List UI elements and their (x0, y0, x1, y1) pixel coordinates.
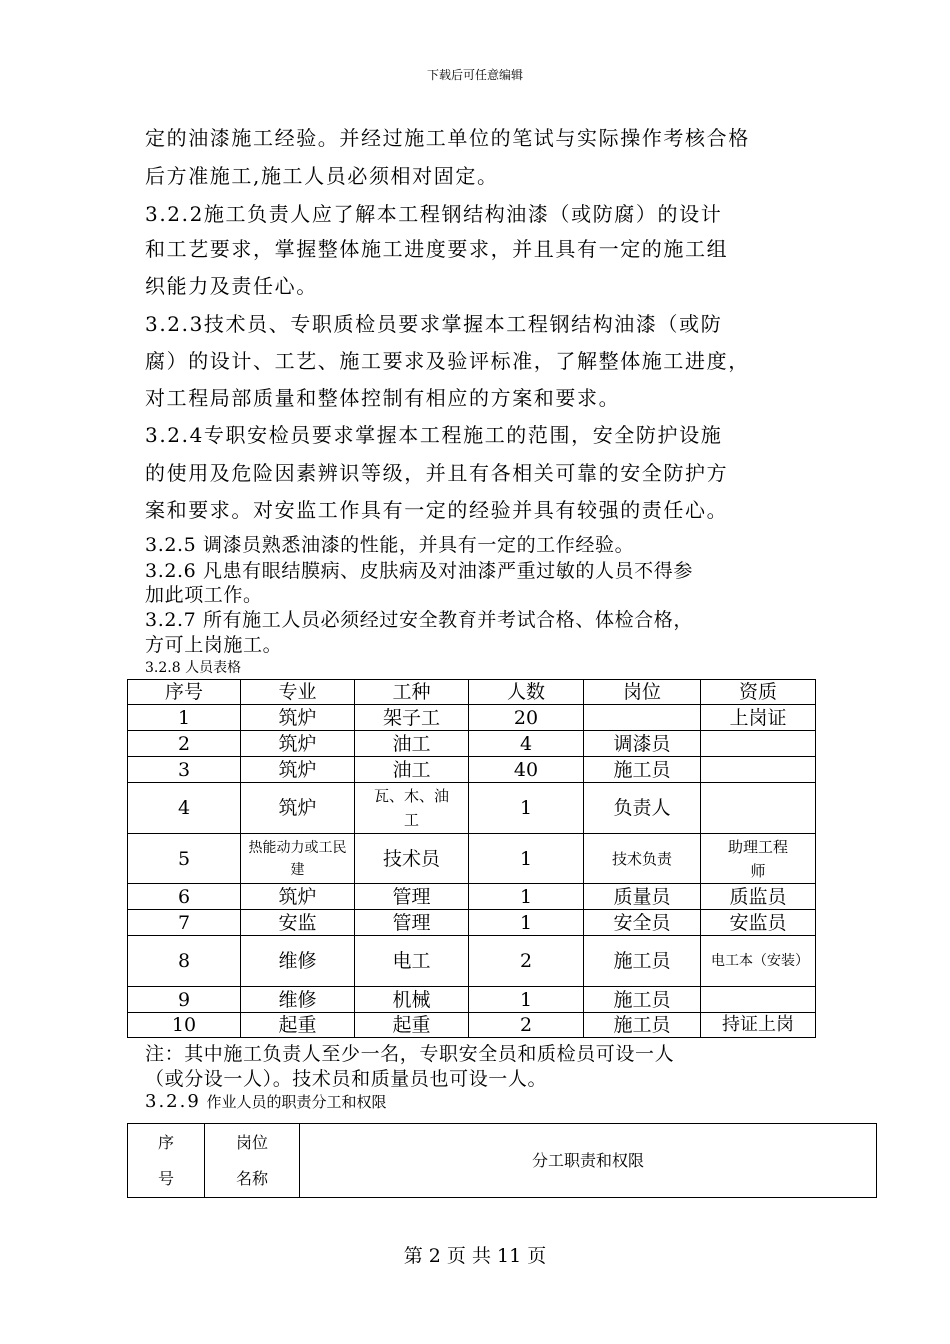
section-heading (145, 1091, 387, 1112)
staff-table (127, 679, 816, 1038)
table-row (128, 1013, 816, 1038)
table-row (128, 910, 816, 936)
section-number: 3.2.9 (145, 1091, 201, 1112)
paragraph-line: 的使用及危险因素辨识等级，并且有各相关可靠的安全防护方 (145, 461, 729, 485)
table-cell: 施工员 (584, 987, 701, 1013)
table-cell: 筑炉 (241, 884, 355, 910)
table-cell: 2 (469, 936, 584, 987)
table-cell: 调漆员 (584, 731, 701, 757)
table-cell: 电工本（安装） (701, 936, 816, 987)
paragraph-line: 织能力及责任心。 (145, 274, 318, 298)
table-cell: 1 (469, 884, 584, 910)
paragraph-line: 3.2.4专职安检员要求掌握本工程施工的范围，安全防护设施 (145, 423, 723, 447)
table-cell: 上岗证 (701, 705, 816, 731)
paragraph-line: 定的油漆施工经验。并经过施工单位的笔试与实际操作考核合格 (145, 126, 750, 150)
table-cell: 筑炉 (241, 783, 355, 834)
page-footer: 第 2 页 共 11 页 (403, 1245, 547, 1267)
table-cell: 油工 (355, 731, 469, 757)
table-cell: 9 (128, 987, 241, 1013)
table-cell: 安监 (241, 910, 355, 936)
paragraph-line: 腐）的设计、工艺、施工要求及验评标准，了解整体施工进度， (145, 349, 750, 373)
table-cell: 1 (469, 910, 584, 936)
table-cell: 热能动力或工民建 (241, 834, 355, 884)
table-cell: 40 (469, 757, 584, 783)
table-cell: 8 (128, 936, 241, 987)
table-cell: 技术员 (355, 834, 469, 884)
table-cell: 20 (469, 705, 584, 731)
section-title: 作业人员的职责分工和权限 (206, 1093, 387, 1111)
column-header: 工种 (355, 680, 469, 705)
table-cell: 2 (128, 731, 241, 757)
table-cell: 持证上岗 (701, 1013, 816, 1038)
paragraph-line: 3.2.5 调漆员熟悉油漆的性能，并具有一定的工作经验。 (145, 534, 635, 556)
table-cell: 1 (469, 834, 584, 884)
table-cell: 技术负责 (584, 834, 701, 884)
table-header-row (128, 1124, 877, 1198)
paragraph-line: 对工程局部质量和整体控制有相应的方案和要求。 (145, 386, 621, 410)
note-line: （或分设一人）。技术员和质量员也可设一人。 (145, 1068, 548, 1090)
paragraph-line: 后方准施工,施工人员必须相对固定。 (145, 164, 499, 188)
table-cell (701, 783, 816, 834)
table-cell: 质监员 (701, 884, 816, 910)
table-cell: 维修 (241, 987, 355, 1013)
table-cell (701, 987, 816, 1013)
table-cell: 安全员 (584, 910, 701, 936)
column-header: 资质 (701, 680, 816, 705)
column-header: 岗位名称 (205, 1124, 300, 1198)
table-cell: 质量员 (584, 884, 701, 910)
table-cell: 3 (128, 757, 241, 783)
table-cell: 6 (128, 884, 241, 910)
table-row (128, 783, 816, 834)
paragraph-line: 3.2.7 所有施工人员必须经过安全教育并考试合格、体检合格， (145, 609, 693, 631)
table-cell: 助理工程师 (701, 834, 816, 884)
table-cell: 筑炉 (241, 757, 355, 783)
column-header: 分工职责和权限 (300, 1124, 877, 1198)
table-row (128, 731, 816, 757)
table-cell: 2 (469, 1013, 584, 1038)
table-cell: 架子工 (355, 705, 469, 731)
table-header-row (128, 680, 816, 705)
paragraph-line: 3.2.3技术员、专职质检员要求掌握本工程钢结构油漆（或防 (145, 312, 723, 336)
table-cell: 1 (128, 705, 241, 731)
table-caption: 3.2.8 人员表格 (145, 660, 242, 676)
table-cell: 7 (128, 910, 241, 936)
table-cell: 4 (128, 783, 241, 834)
paragraph-line: 案和要求。对安监工作具有一定的经验并具有较强的责任心。 (145, 498, 729, 522)
table-row (128, 987, 816, 1013)
table-cell: 筑炉 (241, 705, 355, 731)
table-cell: 管理 (355, 884, 469, 910)
duty-table (127, 1123, 877, 1198)
column-header: 序号 (128, 1124, 205, 1198)
table-cell: 施工员 (584, 936, 701, 987)
table-cell: 起重 (241, 1013, 355, 1038)
table-cell: 筑炉 (241, 731, 355, 757)
note-line: 注：其中施工负责人至少一名，专职安全员和质检员可设一人 (145, 1043, 675, 1065)
table-cell: 负责人 (584, 783, 701, 834)
table-cell (584, 705, 701, 731)
table-row (128, 757, 816, 783)
table-cell: 机械 (355, 987, 469, 1013)
table-cell: 起重 (355, 1013, 469, 1038)
table-cell: 10 (128, 1013, 241, 1038)
table-cell: 管理 (355, 910, 469, 936)
table-cell: 4 (469, 731, 584, 757)
column-header: 人数 (469, 680, 584, 705)
table-cell (701, 757, 816, 783)
column-header: 专业 (241, 680, 355, 705)
column-header: 岗位 (584, 680, 701, 705)
table-cell: 瓦、木、油工 (355, 783, 469, 834)
paragraph-line: 方可上岗施工。 (145, 634, 283, 656)
paragraph-line: 3.2.2施工负责人应了解本工程钢结构油漆（或防腐）的设计 (145, 202, 723, 226)
page-header: 下载后可任意编辑 (426, 68, 523, 82)
paragraph-line: 加此项工作。 (145, 584, 263, 606)
table-cell: 油工 (355, 757, 469, 783)
table-cell: 电工 (355, 936, 469, 987)
table-cell: 施工员 (584, 1013, 701, 1038)
table-cell: 1 (469, 987, 584, 1013)
table-cell: 施工员 (584, 757, 701, 783)
table-cell: 5 (128, 834, 241, 884)
table-cell (701, 731, 816, 757)
table-row (128, 884, 816, 910)
table-cell: 维修 (241, 936, 355, 987)
column-header: 序号 (128, 680, 241, 705)
table-cell: 1 (469, 783, 584, 834)
paragraph-line: 和工艺要求，掌握整体施工进度要求，并且具有一定的施工组 (145, 237, 729, 261)
table-row (128, 936, 816, 987)
paragraph-line: 3.2.6 凡患有眼结膜病、皮肤病及对油漆严重过敏的人员不得参 (145, 560, 693, 582)
table-row (128, 705, 816, 731)
table-cell: 安监员 (701, 910, 816, 936)
table-row (128, 834, 816, 884)
